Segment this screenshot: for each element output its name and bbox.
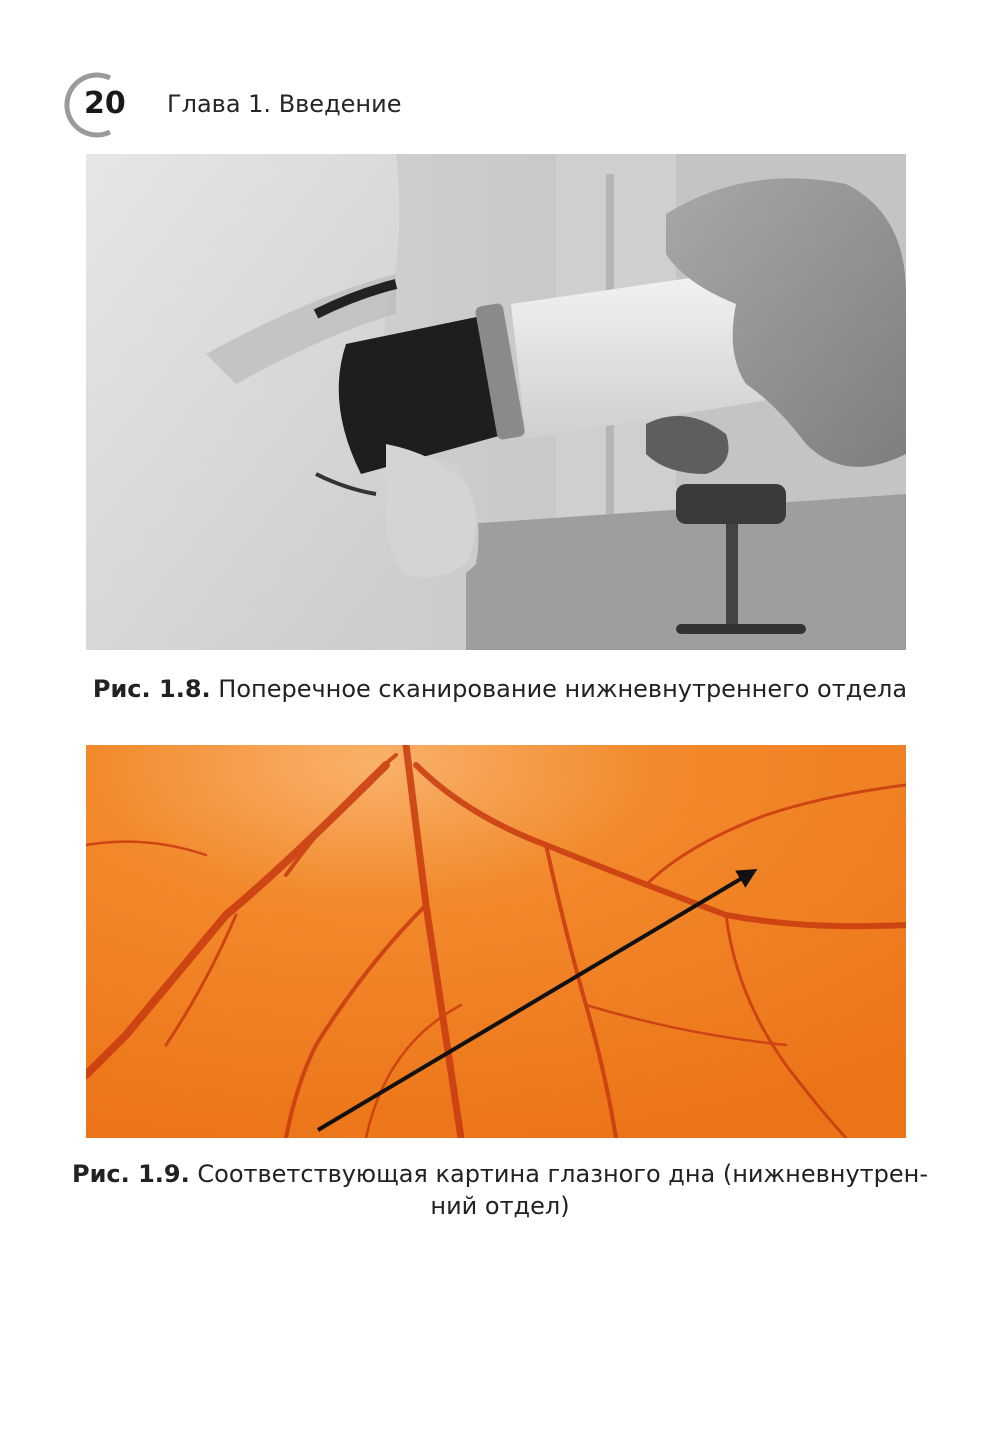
- chapter-title: Глава 1. Введение: [167, 90, 402, 118]
- page-header: [62, 70, 562, 140]
- figure-1-9-caption: [60, 1158, 940, 1222]
- figure-1-9-fundus: [86, 745, 906, 1138]
- figure-1-8-label: Рис. 1.8.: [92, 675, 211, 703]
- figure-1-8-photo: [86, 154, 906, 650]
- figure-1-9-caption-text-1: Соответствующая картина глазного дна (нижневнутрен-: [197, 1160, 928, 1188]
- figure-1-9-caption-line2: ний отдел): [430, 1192, 570, 1220]
- figure-1-8-caption: [60, 673, 940, 705]
- figure-1-9-label: Рис. 1.9.: [72, 1160, 190, 1188]
- figure-1-9-caption-line1: [60, 1158, 940, 1190]
- fundus-image: [86, 745, 906, 1138]
- page-number: 20: [84, 86, 126, 121]
- figure-1-8-caption-text: Поперечное сканирование нижневнутреннего отдела: [218, 675, 908, 703]
- scanning-photo-image: [86, 154, 906, 650]
